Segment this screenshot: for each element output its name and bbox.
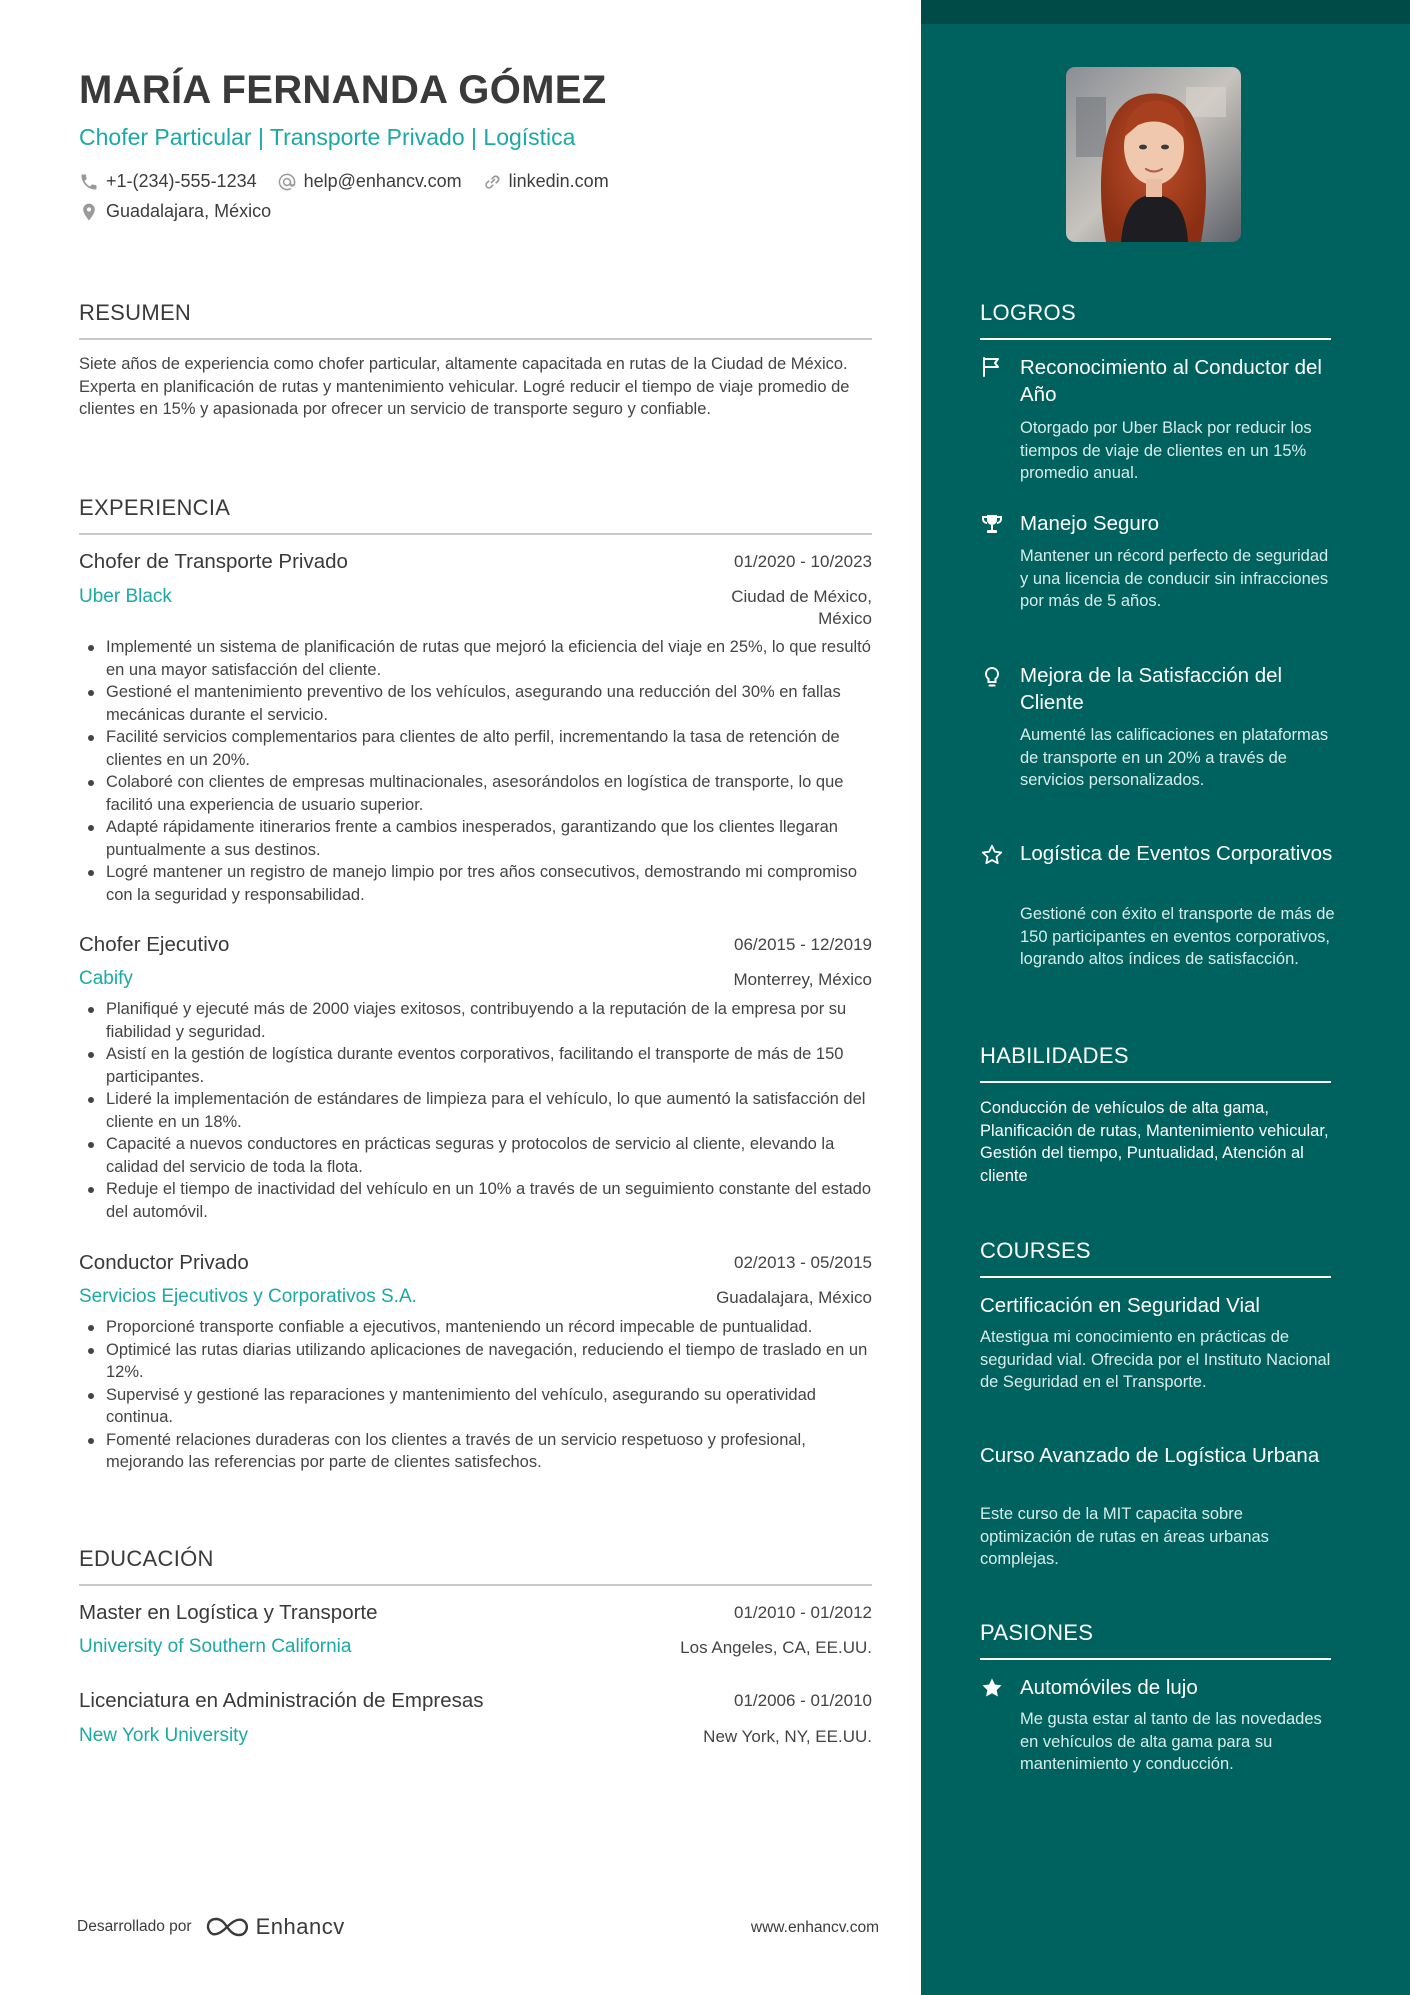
list-item: Asistí en la gestión de logística durante eventos corporativos, facilitando el transporte de más de 150 participantes. xyxy=(79,1043,872,1088)
at-icon xyxy=(277,172,297,192)
experience-heading: EXPERIENCIA xyxy=(79,495,872,535)
job-dates: 02/2013 - 05/2015 xyxy=(733,1253,872,1272)
location-contact xyxy=(79,201,271,222)
job-bullets xyxy=(79,1316,872,1474)
job-company: Uber Black xyxy=(79,586,172,607)
skills-heading: HABILIDADES xyxy=(980,1043,1331,1083)
link-icon xyxy=(482,172,502,192)
brand-name: Enhancv xyxy=(255,1914,345,1939)
job-location-line: México xyxy=(818,609,872,628)
list-item: Planifiqué y ejecuté más de 2000 viajes exitosos, contribuyendo a la reputación de la empresa por su fiabilidad y seguridad. xyxy=(79,998,872,1043)
education-dates: 01/2006 - 01/2010 xyxy=(733,1691,872,1710)
phone-text: +1-(234)-555-1234 xyxy=(106,171,257,191)
location-row xyxy=(79,201,291,222)
education-school: New York University xyxy=(79,1725,248,1746)
summary-heading: RESUMEN xyxy=(79,300,872,340)
phone-icon xyxy=(79,172,99,192)
list-item: Lideré la implementación de estándares de limpieza para el vehículo, lo que aumentó la satisfacción del cliente en un 18%. xyxy=(79,1088,872,1133)
list-item: Adapté rápidamente itinerarios frente a cambios inesperados, garantizando que los clientes llegaran puntualmente a sus destinos. xyxy=(79,816,872,861)
job-title: Conductor Privado xyxy=(79,1251,249,1274)
linkedin-text: linkedin.com xyxy=(508,171,609,191)
lightbulb-icon xyxy=(980,665,1004,689)
education-school: University of Southern California xyxy=(79,1636,352,1657)
list-item: Facilité servicios complementarios para clientes de alto perfil, incrementando la tasa de retención de clientes en un 20%. xyxy=(79,726,872,771)
list-item: Fomenté relaciones duraderas con los clientes a través de un servicio respetuoso y profesional, mejorando las referencias por parte de clientes satisfechos. xyxy=(79,1429,872,1474)
list-item: Implementé un sistema de planificación de rutas que mejoró la eficiencia del viaje en 25%, lo que resultó en una mayor satisfacción del cliente. xyxy=(79,636,872,681)
achievement-desc: Aumenté las calificaciones en plataformas de transporte en un 20% a través de servicios personalizados. xyxy=(1020,726,1329,789)
job-location: Guadalajara, México xyxy=(716,1288,872,1307)
star-filled-icon xyxy=(980,1676,1004,1700)
list-item: Reduje el tiempo de inactividad del vehículo en un 10% a través de un seguimiento constante del estado del automóvil. xyxy=(79,1178,872,1223)
email-contact[interactable] xyxy=(277,171,462,192)
achievement-desc: Mantener un récord perfecto de seguridad y una licencia de conducir sin infracciones por más de 5 años. xyxy=(1020,547,1329,610)
passions-heading: PASIONES xyxy=(980,1620,1331,1660)
footer-website[interactable]: www.enhancv.com xyxy=(750,1919,879,1936)
job-location: Monterrey, México xyxy=(733,970,872,989)
contact-row xyxy=(79,171,629,192)
list-item: Gestioné el mantenimiento preventivo de los vehículos, asegurando una reducción del 30% en fallas mecánicas durante el servicio. xyxy=(79,681,872,726)
education-location: Los Angeles, CA, EE.UU. xyxy=(680,1638,872,1657)
course-desc: Este curso de la MIT capacita sobre optimización de rutas en áreas urbanas complejas. xyxy=(980,1505,1269,1568)
skills-list: Conducción de vehículos de alta gama, Planificación de rutas, Mantenimiento vehicular, Gestión del tiempo, Puntualidad, Atención al cliente xyxy=(980,1099,1329,1185)
education-location: New York, NY, EE.UU. xyxy=(703,1727,872,1746)
headline: Chofer Particular | Transporte Privado | Logística xyxy=(79,124,576,150)
job-title: Chofer Ejecutivo xyxy=(79,933,230,956)
enhancv-logo-icon xyxy=(204,1915,250,1939)
sidebar-top-bar xyxy=(921,0,1410,24)
achievements-heading: LOGROS xyxy=(980,300,1331,340)
powered-by-text: Desarrollado por xyxy=(77,1918,192,1935)
list-item: Supervisé y gestioné las reparaciones y mantenimiento del vehículo, asegurando su operatividad continua. xyxy=(79,1384,872,1429)
achievement-title: Reconocimiento al Conductor del Año xyxy=(1020,356,1322,406)
job-company: Cabify xyxy=(79,968,133,989)
phone-contact xyxy=(79,171,257,192)
passion-desc: Me gusta estar al tanto de las novedades en vehículos de alta gama para su mantenimiento y conducción. xyxy=(1020,1710,1322,1773)
list-item: Logré mantener un registro de manejo limpio por tres años consecutivos, demostrando mi compromiso con la seguridad y responsabilidad. xyxy=(79,861,872,906)
courses-heading: COURSES xyxy=(980,1238,1331,1278)
star-outline-icon xyxy=(980,843,1004,867)
trophy-icon xyxy=(980,512,1004,536)
email-text: help@enhancv.com xyxy=(303,171,462,191)
achievement-title: Logística de Eventos Corporativos xyxy=(1020,842,1333,865)
job-bullets xyxy=(79,636,872,906)
job-bullets xyxy=(79,998,872,1223)
education-degree: Licenciatura en Administración de Empresas xyxy=(79,1689,484,1712)
location-pin-icon xyxy=(79,202,99,222)
passion-title: Automóviles de lujo xyxy=(1020,1676,1198,1699)
job-location xyxy=(731,586,872,630)
education-heading: EDUCACIÓN xyxy=(79,1546,872,1586)
course-desc: Atestigua mi conocimiento en prácticas de seguridad vial. Ofrecida por el Instituto Nacional de Seguridad en el Transporte. xyxy=(980,1328,1331,1391)
flag-icon xyxy=(980,355,1004,379)
linkedin-contact[interactable] xyxy=(482,171,609,192)
profile-photo xyxy=(1066,67,1241,242)
course-title: Certificación en Seguridad Vial xyxy=(980,1294,1260,1317)
education-dates: 01/2010 - 01/2012 xyxy=(733,1603,872,1622)
location-text: Guadalajara, México xyxy=(106,201,272,221)
summary-text: Siete años de experiencia como chofer particular, altamente capacitada en rutas de la Ciudad de México. Experta en planificación de rutas y mantenimiento vehicular. Logré reducir el tiempo de viaje promedio de clientes en 15% y apasionada por ofrecer un servicio de transporte seguro y confiable. xyxy=(79,355,850,418)
course-title: Curso Avanzado de Logística Urbana xyxy=(980,1444,1320,1467)
list-item: Capacité a nuevos conductores en prácticas seguras y protocolos de servicio al cliente, elevando la calidad del servicio de toda la flota. xyxy=(79,1133,872,1178)
education-degree: Master en Logística y Transporte xyxy=(79,1601,378,1624)
sidebar xyxy=(921,0,1410,1995)
job-title: Chofer de Transporte Privado xyxy=(79,550,348,573)
achievement-title: Mejora de la Satisfacción del Cliente xyxy=(1020,664,1283,714)
achievement-desc: Gestioné con éxito el transporte de más de 150 participantes en eventos corporativos, logrando altos índices de satisfacción. xyxy=(1020,905,1335,968)
list-item: Optimicé las rutas diarias utilizando aplicaciones de navegación, reduciendo el tiempo de traslado en un 12%. xyxy=(79,1339,872,1384)
list-item: Colaboré con clientes de empresas multinacionales, asesorándolos en logística de transporte, lo que facilitó una experiencia de usuario superior. xyxy=(79,771,872,816)
job-dates: 01/2020 - 10/2023 xyxy=(733,552,872,571)
list-item: Proporcioné transporte confiable a ejecutivos, manteniendo un récord impecable de puntualidad. xyxy=(79,1316,872,1339)
achievement-title: Manejo Seguro xyxy=(1020,512,1160,535)
footer-branding xyxy=(77,1914,345,1940)
job-dates: 06/2015 - 12/2019 xyxy=(733,935,872,954)
job-company: Servicios Ejecutivos y Corporativos S.A. xyxy=(79,1286,417,1307)
candidate-name: MARÍA FERNANDA GÓMEZ xyxy=(79,68,607,112)
job-location-line: Ciudad de México, xyxy=(731,587,872,606)
achievement-desc: Otorgado por Uber Black por reducir los tiempos de viaje de clientes en un 15% promedio anual. xyxy=(1020,419,1312,482)
